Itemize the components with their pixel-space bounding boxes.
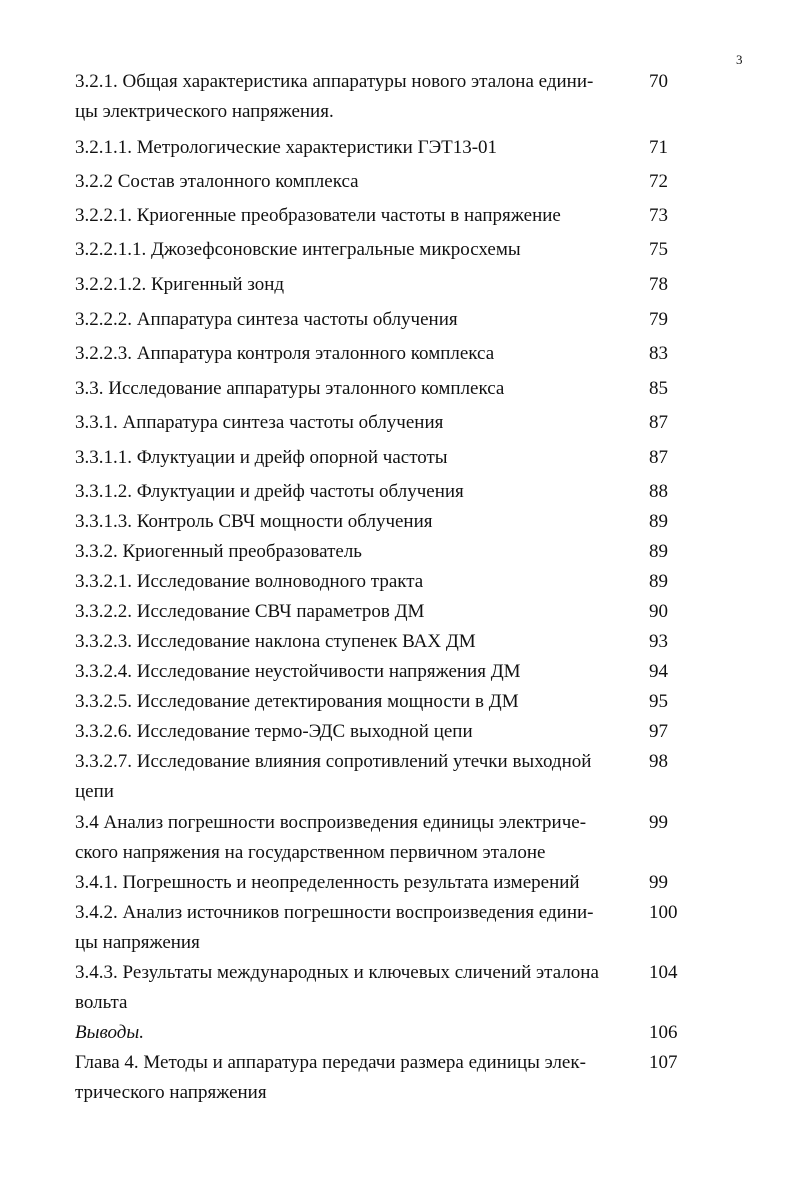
toc-entry-line: 3.4.1. Погрешность и неопределенность результата измерений (75, 872, 580, 893)
toc-entry-title (75, 477, 631, 507)
toc-entry-title (75, 898, 631, 958)
toc-entry-title (75, 958, 631, 1018)
toc-entry-line: 3.3.2.3. Исследование наклона ступенек ВАХ ДМ (75, 631, 476, 652)
toc-entry-line: 3.3.2.4. Исследование неустойчивости напряжения ДМ (75, 661, 521, 682)
toc-entry-page: 100 (649, 902, 678, 923)
toc-entry-line: 3.2.2.2. Аппаратура синтеза частоты облучения (75, 309, 458, 330)
toc-entry-page: 98 (649, 751, 668, 772)
toc-entry-title (75, 567, 631, 597)
toc-entry-title (75, 1018, 631, 1048)
toc-entry-line: 3.2.2.1.1. Джозефсоновские интегральные микросхемы (75, 239, 521, 260)
toc-entry-title (75, 657, 631, 687)
toc-entry-page: 106 (649, 1022, 678, 1043)
toc-entry-title (75, 67, 631, 127)
toc-entry-title (75, 270, 631, 300)
toc-entry-page: 107 (649, 1052, 678, 1073)
toc-entry-line: Глава 4. Методы и аппаратура передачи размера единицы элек- (75, 1052, 586, 1073)
toc-entry-line: цы напряжения (75, 932, 200, 953)
toc-entry-line: 3.3.2.1. Исследование волноводного тракта (75, 571, 424, 592)
toc-entry-title (75, 687, 631, 717)
toc-entry-line: 3.3.1.1. Флуктуации и дрейф опорной частоты (75, 447, 448, 468)
toc-entry-line: 3.3.2.6. Исследование термо-ЭДС выходной цепи (75, 721, 473, 742)
toc-entry-line: 3.3.2.5. Исследование детектирования мощности в ДМ (75, 691, 519, 712)
toc-entry-line: 3.2.2.1. Криогенные преобразователи частоты в напряжение (75, 205, 561, 226)
toc-entry-page: 87 (649, 412, 668, 433)
toc-entry-line: ского напряжения на государственном первичном эталоне (75, 842, 546, 863)
toc-entry-title (75, 305, 631, 335)
toc-entry-page: 70 (649, 71, 668, 92)
toc-entry-page: 94 (649, 661, 668, 682)
toc-entry-page: 89 (649, 511, 668, 532)
toc-entry-line: Выводы. (75, 1022, 144, 1043)
toc-entry-title (75, 1048, 631, 1108)
toc-entry-line: 3.2.2 Состав эталонного комплекса (75, 171, 359, 192)
toc-entry-page: 93 (649, 631, 668, 652)
toc-entry-title (75, 133, 631, 163)
toc-entry-title (75, 443, 631, 473)
toc-entry-title (75, 627, 631, 657)
toc-entry-title (75, 235, 631, 265)
toc-entry-line: 3.3.1. Аппаратура синтеза частоты облучения (75, 412, 444, 433)
toc-entry-line: 3.3.2. Криогенный преобразователь (75, 541, 362, 562)
toc-entry-line: вольта (75, 992, 128, 1013)
toc-entry-page: 73 (649, 205, 668, 226)
toc-entry-line: 3.3.1.3. Контроль СВЧ мощности облучения (75, 511, 433, 532)
toc-entry-line: 3.3.2.2. Исследование СВЧ параметров ДМ (75, 601, 425, 622)
toc-entry-page: 99 (649, 872, 668, 893)
toc-entry-page: 90 (649, 601, 668, 622)
toc-entry-page: 85 (649, 378, 668, 399)
toc-entry-title (75, 167, 631, 197)
toc-entry-title (75, 597, 631, 627)
toc-entry-line: цы электрического напряжения. (75, 101, 334, 122)
toc-entry-title (75, 808, 631, 868)
page-number: 3 (736, 52, 743, 67)
toc-entry-page: 97 (649, 721, 668, 742)
toc-entry-page: 88 (649, 481, 668, 502)
toc-entry-title (75, 339, 631, 369)
toc-entry-title (75, 201, 631, 231)
toc-entry-line: 3.3.2.7. Исследование влияния сопротивлений утечки выходной (75, 751, 592, 772)
toc-entry-page: 83 (649, 343, 668, 364)
toc-entry-page: 78 (649, 274, 668, 295)
toc-entry-page: 99 (649, 812, 668, 833)
toc-entry-line: 3.2.1. Общая характеристика аппаратуры нового эталона едини- (75, 71, 594, 92)
toc-entry-title (75, 717, 631, 747)
toc-entry-page: 87 (649, 447, 668, 468)
toc-entry-page: 89 (649, 571, 668, 592)
toc-entry-line: 3.2.2.1.2. Кригенный зонд (75, 274, 285, 295)
toc-entry-page: 89 (649, 541, 668, 562)
toc-entry-line: 3.4 Анализ погрешности воспроизведения единицы электриче- (75, 812, 587, 833)
toc-entry-line: цепи (75, 781, 114, 802)
toc-entry-title (75, 868, 631, 898)
toc-entry-page: 95 (649, 691, 668, 712)
toc-entry-page: 72 (649, 171, 668, 192)
toc-entry-page: 104 (649, 962, 678, 983)
toc-entry-title (75, 537, 631, 567)
toc-entry-title (75, 747, 631, 807)
toc-entry-line: 3.2.1.1. Метрологические характеристики ГЭТ13-01 (75, 137, 498, 158)
toc-entry-line: 3.4.2. Анализ источников погрешности воспроизведения едини- (75, 902, 594, 923)
toc-entry-line: 3.3.1.2. Флуктуации и дрейф частоты облучения (75, 481, 464, 502)
toc-entry-title (75, 374, 631, 404)
toc-entry-page: 71 (649, 137, 668, 158)
toc-entry-page: 79 (649, 309, 668, 330)
toc-entry-title (75, 408, 631, 438)
toc-entry-line: 3.2.2.3. Аппаратура контроля эталонного комплекса (75, 343, 495, 364)
toc-entry-line: 3.3. Исследование аппаратуры эталонного комплекса (75, 378, 505, 399)
toc-entry-line: 3.4.3. Результаты международных и ключевых сличений эталона (75, 962, 599, 983)
toc-entry-title (75, 507, 631, 537)
toc-entry-line: трического напряжения (75, 1082, 267, 1103)
toc-entry-page: 75 (649, 239, 668, 260)
